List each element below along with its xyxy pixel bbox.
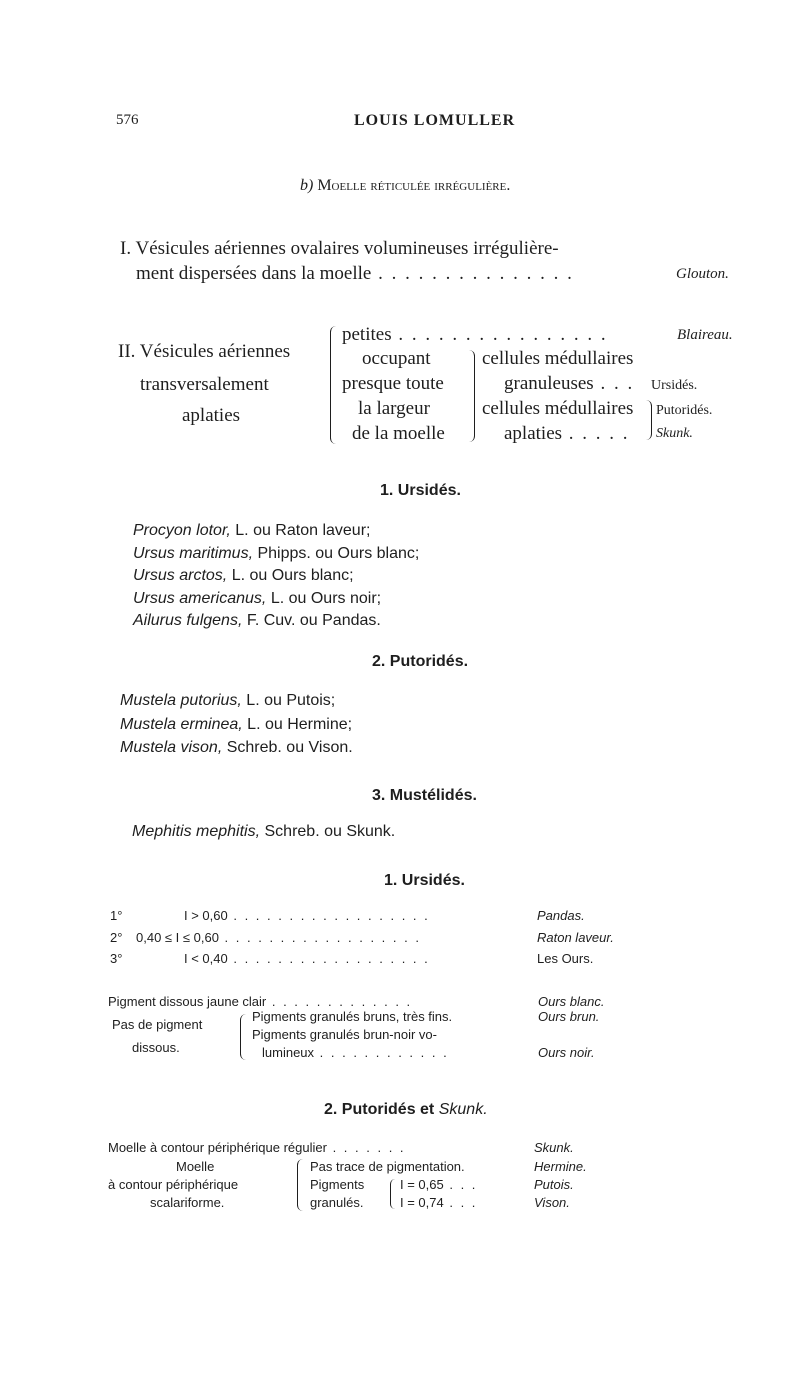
key-putorides-left-1: Moelle (176, 1159, 215, 1174)
key-putorides-mid-2: Pigments (310, 1177, 365, 1192)
key-putorides-result-putois: Putois. (534, 1177, 574, 1192)
key-putorides-title-italic: Skunk. (438, 1101, 488, 1118)
key-ursides-sub-result-1: Ours brun. (538, 1009, 600, 1024)
key-putorides-result-vison: Vison. (534, 1195, 570, 1210)
group2-title-text: Putoridés. (389, 653, 469, 670)
page-number: 576 (116, 112, 139, 128)
key-ursides-cond-3-text: I < 0,40 (184, 951, 228, 966)
key-putorides-val-1-text: I = 0,65 (400, 1177, 444, 1192)
key-putorides-mid-1: Pas trace de pigmentation. (310, 1159, 465, 1174)
species-latin: Ailurus fulgens, (133, 612, 243, 629)
brace-pas-de-pigment (240, 1014, 246, 1060)
key-ursides-num-3: 3° (110, 951, 123, 966)
key-putorides-val-2: I = 0,74 . . . (400, 1195, 478, 1210)
key-II-petites-result: Blaireau. (677, 327, 733, 343)
key-putorides-row1-result: Skunk. (534, 1140, 574, 1155)
group3-title-num: 3. (372, 787, 386, 804)
key-II-occupant-2: presque toute (342, 373, 444, 394)
key-putorides-mid-3: granulés. (310, 1195, 364, 1210)
key-II-result-putorides: Putoridés. (656, 403, 713, 418)
species-line (133, 565, 419, 588)
key-ursides-result-1: Pandas. (537, 908, 585, 923)
key-II-sub-4-text: aplaties (504, 423, 563, 444)
species-latin: Ursus arctos, (133, 567, 228, 584)
group2-species (120, 689, 353, 760)
key-ursides-sub-result-2: Ours noir. (538, 1045, 595, 1060)
species-line (132, 823, 395, 841)
key-ursides-cond-1-text: I > 0,60 (184, 908, 228, 923)
species-latin: Ursus americanus, (133, 589, 267, 607)
species-common: L. ou Putois; (241, 692, 336, 709)
key-II-sub-4: aplaties . . . . . (504, 423, 630, 444)
species-latin: Mustela erminea, (120, 715, 243, 733)
key-II-result-skunk: Skunk. (656, 426, 693, 441)
species-latin: Ursus maritimus, (133, 544, 254, 562)
key-ursides-cond-2: 0,40 ≤ I ≤ 0,60 . . . . . . . . . . . . . . . . . . (136, 930, 421, 945)
species-common: L. ou Ours blanc; (227, 567, 354, 584)
key-ursides-sub-2: Pigments granulés brun-noir vo- (252, 1027, 437, 1042)
key-ursides-num-2: 2° (110, 930, 123, 945)
species-common: L. ou Raton laveur; (230, 522, 371, 539)
brace-putorides-vals (390, 1179, 395, 1209)
running-title: LOUIS LOMULLER (354, 112, 516, 129)
key-II-occupant-3: la largeur (358, 398, 430, 419)
species-latin: Mustela vison, (120, 739, 223, 756)
species-line (133, 588, 419, 611)
species-common: L. ou Hermine; (242, 715, 353, 733)
key-putorides-result-hermine: Hermine. (534, 1159, 587, 1174)
key-II-petites-text: petites (342, 324, 392, 345)
key-ursides-sub-3-text: lumineux (262, 1045, 315, 1060)
key-putorides-row1: Moelle à contour périphérique régulier . . . . . . . (108, 1140, 406, 1155)
key-II-sub-2-text: granuleuses (504, 373, 594, 394)
section-letter: b) (300, 177, 314, 194)
species-line (133, 543, 419, 566)
group3-species (132, 823, 395, 841)
key-ursides-cond-1: I > 0,60 . . . . . . . . . . . . . . . . . . (184, 908, 430, 923)
key-ursides-title-text: Ursidés. (401, 872, 465, 889)
key-ursides-sub-1: Pigments granulés bruns, très fins. (252, 1009, 453, 1024)
species-line (120, 689, 353, 713)
key-putorides-title-num: 2. (324, 1101, 338, 1118)
brace-key-II-right (646, 400, 652, 440)
key-I-result: Glouton. (676, 266, 729, 282)
key-ursides-pigment-text: Pigment dissous jaune clair (108, 994, 267, 1009)
key-ursides-result-3: Les Ours. (537, 951, 594, 966)
section-heading (300, 177, 510, 195)
key-ursides-pas-1: Pas de pigment (112, 1017, 203, 1032)
group1-title-text: Ursidés. (397, 482, 461, 499)
brace-key-II-mid (468, 350, 475, 442)
group2-title-num: 2. (372, 653, 386, 670)
key-putorides-val-1: I = 0,65 . . . (400, 1177, 478, 1192)
key-ursides-pas-2: dissous. (132, 1040, 180, 1055)
key-II-left-3: aplaties (182, 405, 241, 426)
key-putorides-title-text: Putoridés et (341, 1101, 435, 1118)
species-line (133, 520, 419, 543)
key-II-result-ursides: Ursidés. (651, 378, 698, 393)
group3-title-text: Mustélidés. (389, 787, 477, 804)
key-putorides-row1-text: Moelle à contour périphérique régulier (108, 1140, 327, 1155)
brace-putorides-left (297, 1159, 303, 1211)
species-line (120, 713, 353, 737)
species-line (133, 610, 419, 633)
key-ursides-cond-3: I < 0,40 . . . . . . . . . . . . . . . . . . (184, 951, 430, 966)
key-ursides-sub-3: lumineux . . . . . . . . . . . . (262, 1045, 449, 1060)
key-II-sub-2: granuleuses . . . (504, 373, 635, 394)
species-common: Phipps. ou Ours blanc; (253, 544, 420, 562)
key-ursides-pigment-result: Ours blanc. (538, 994, 605, 1009)
key-putorides-val-2-text: I = 0,74 (400, 1195, 444, 1210)
key-ursides-cond-2-text: 0,40 ≤ I ≤ 0,60 (136, 930, 219, 945)
key-II-sub-3: cellules médullaires (482, 398, 634, 419)
key-ursides-result-2: Raton laveur. (537, 930, 614, 945)
key-II-occupant-1: occupant (362, 348, 431, 369)
key-ursides-title (384, 872, 465, 890)
species-latin: Procyon lotor, (133, 522, 231, 539)
key-putorides-left-2: à contour périphérique (108, 1177, 239, 1192)
group1-title-num: 1. (380, 482, 394, 499)
key-II-left-2: transversalement (140, 374, 269, 395)
species-common: L. ou Ours noir; (266, 589, 382, 607)
key-putorides-left-3: scalariforme. (150, 1195, 225, 1210)
species-common: F. Cuv. ou Pandas. (242, 612, 381, 629)
key-I-line2-text: ment dispersées dans la moelle (136, 263, 372, 284)
group3-title (372, 787, 477, 805)
key-II-sub-1: cellules médullaires (482, 348, 634, 369)
key-ursides-pigment: Pigment dissous jaune clair . . . . . . . . . . . . . (108, 994, 413, 1009)
key-II-occupant-4: de la moelle (352, 423, 445, 444)
key-I-line1: I. Vésicules aériennes ovalaires volumineuses irrégulière- (120, 238, 559, 259)
group1-species (133, 520, 419, 633)
group1-title (380, 482, 461, 500)
species-common: Schreb. ou Skunk. (260, 823, 396, 840)
key-II-petites: petites . . . . . . . . . . . . . . . . (342, 324, 608, 345)
key-putorides-title (324, 1101, 488, 1119)
key-II-left-1: II. Vésicules aériennes (118, 341, 291, 362)
species-common: Schreb. ou Vison. (222, 739, 353, 756)
species-latin: Mephitis mephitis, (132, 823, 261, 840)
key-ursides-num-1: 1° (110, 908, 123, 923)
brace-key-II-left (330, 326, 337, 444)
species-latin: Mustela putorius, (120, 692, 242, 709)
key-ursides-title-num: 1. (384, 872, 398, 889)
key-I-line2: ment dispersées dans la moelle . . . . . . . . . . . . . . . (136, 263, 574, 284)
species-line (120, 736, 353, 760)
group2-title (372, 653, 468, 671)
section-title: Moelle réticulée irrégulière. (317, 177, 511, 194)
